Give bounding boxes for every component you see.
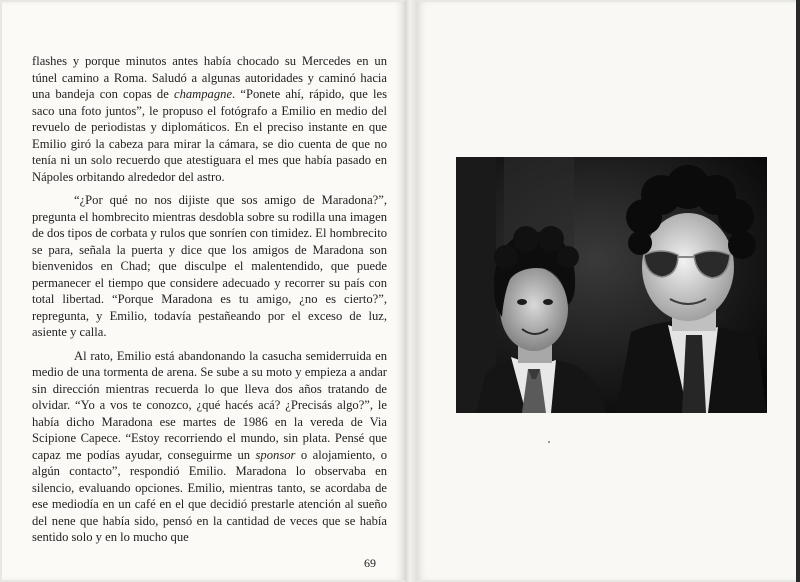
body-text (32, 53, 387, 546)
page-number: 69 (364, 556, 376, 570)
paragraph-1 (32, 53, 387, 185)
paragraph-2 (32, 192, 387, 341)
text-segment: Al rato, Emilio está abandonando la casucha semiderruida en medio de una tormenta de arena. Se sube a su moto y empieza a andar sin dirección mientras recuerda lo que lleva dos años tratando de olvidar. “Yo a vos te conozco, ¿qué hacés acá? ¿Precisás algo?”, le había dicho Maradona ese martes de 1986 en la vereda de Via Scipione Capece. “Estoy recorriendo el mundo, sin plata. Pensé que capaz me podías ayudar, conseguirme un (32, 348, 387, 462)
photograph (456, 157, 767, 413)
italic-segment: sponsor (255, 447, 296, 462)
photograph-illustration (456, 157, 767, 413)
page-edge-shadow (796, 0, 800, 582)
book-gutter (405, 0, 417, 582)
text-segment: “¿Por qué no nos dijiste que sos amigo de Maradona?”, pregunta el hombrecito mientras desdobla sobre su rodilla una imagen de dos tipos de corbata y rulos que sonríen con timidez. El hombrecito se para, señala la puerta y dice que los amigos de Maradona son bienvenidos en Chad; que disculpe el malentendido, que puede permanecer el tiempo que considere adecuado y recorrer su país con total libertad. “Porque Maradona es tu amigo, ¿no es cierto?”, repregunta, y Emilio, todavía pestañeando por el exceso de luz, asiente y calla. (32, 193, 387, 339)
text-segment: flashes y porque minutos antes había chocado su Mercedes en un túnel camino a Roma. Saludó a algunas autoridades y caminó hacia una bandeja con copas de (32, 54, 387, 101)
text-segment: o alojamiento, o algún contacto”, respondió Emilio. Maradona lo observaba en silencio, evaluando opciones. Emilio, mientras tanto, se acordaba de ese mediodía en un café en el que decidió prestarle atención al sueño del nene que había sido, pensó en la cantidad de veces que se había sentido solo y en lo mucho que (32, 447, 387, 544)
italic-segment: champagne (173, 87, 233, 101)
paper-speck (548, 441, 550, 443)
paragraph-3 (32, 348, 387, 546)
text-segment: . “Ponete ahí, rápido, que les saco una foto juntos”, le propuso el fotógrafo a Emilio en medio del revuelo de periodistas y diplomáticos. En el preciso instante en que Emilio giró la cabeza para mirar la cámara, se dio cuenta de que no tenía ni un solo recuerdo que atestiguara el mes que había pasado en Nápoles orbitando alrededor del astro. (32, 87, 387, 184)
